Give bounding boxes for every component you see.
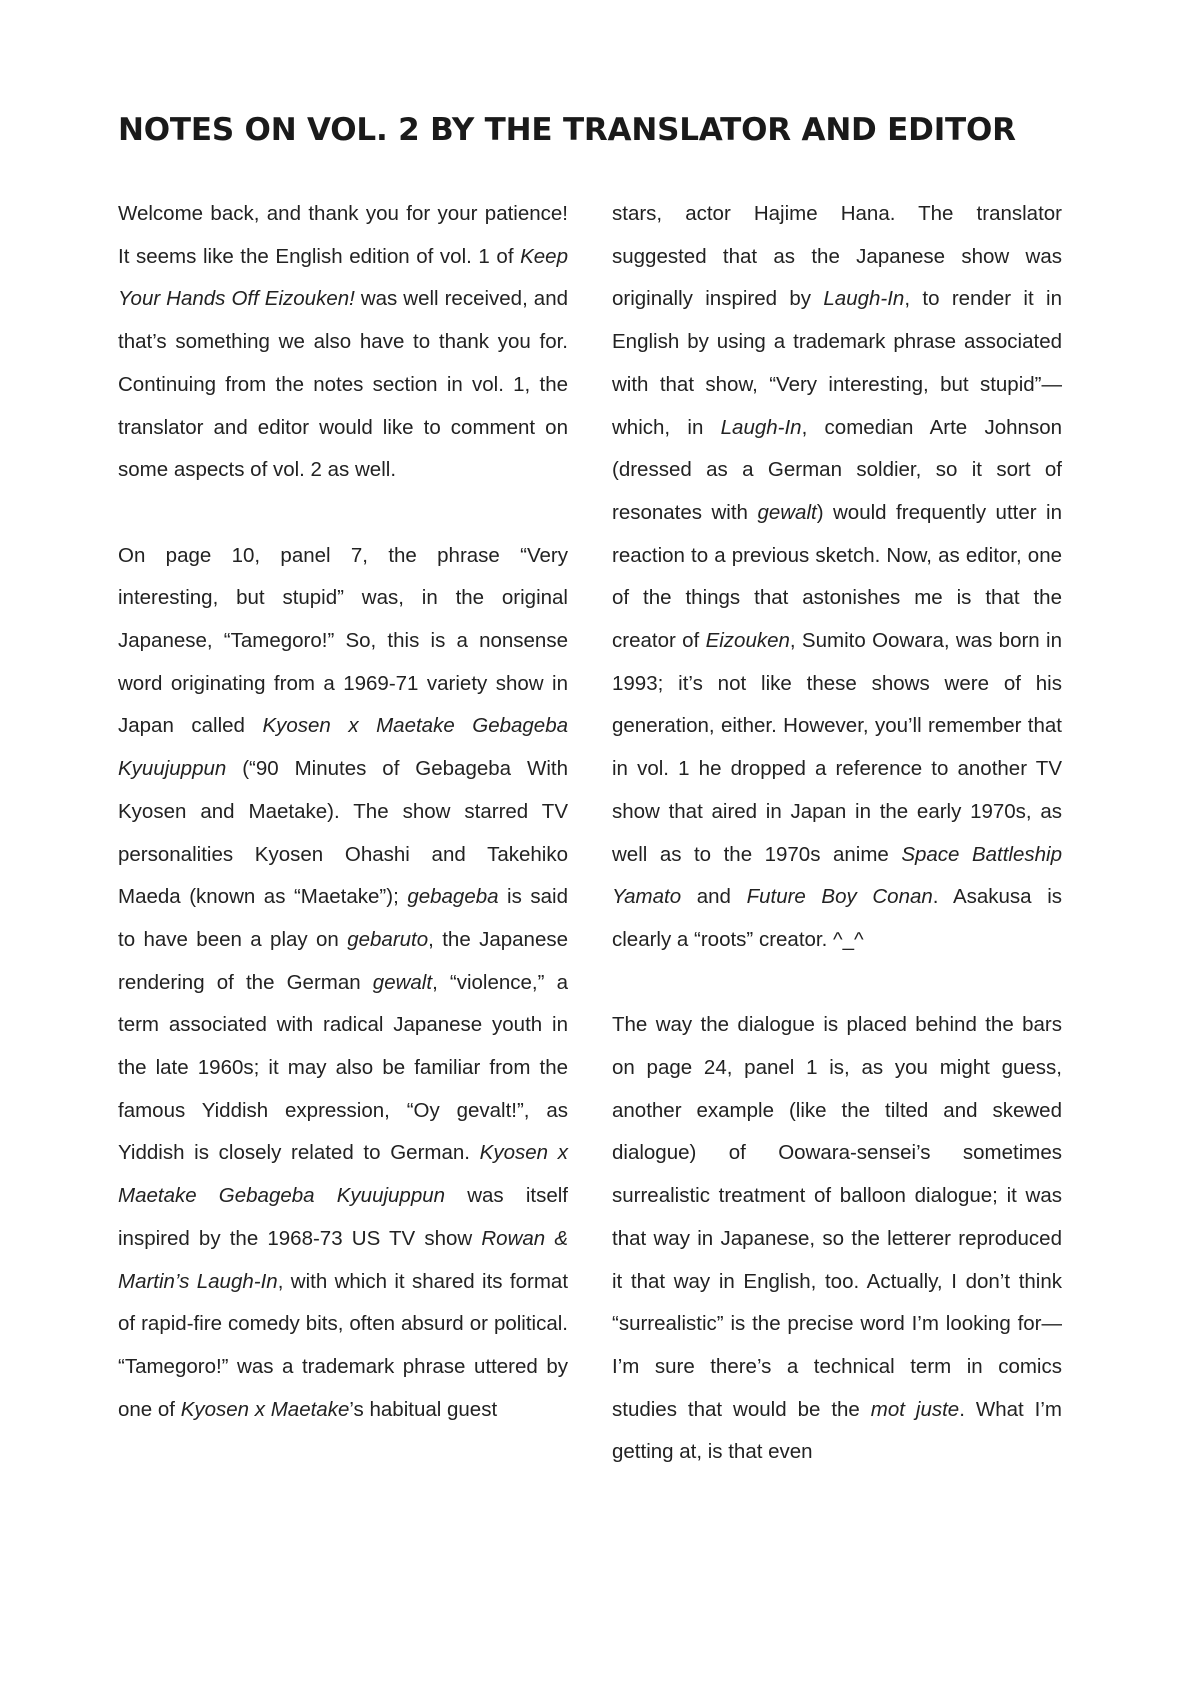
paragraph-welcome: Welcome back, and thank you for your patience! It seems like the English edition of vol. 1 of Keep Your Hands Off Eizouken! was well received, and that’s something we also have to thank you for. Continuing from the notes section in vol. 1, the translator and editor would like to comment on some aspects of vol. 2 as well. [118,202,568,482]
paragraph-laugh-in: stars, actor Hajime Hana. The translator suggested that as the Japanese show was originally inspired by Laugh-In, to render it in English by using a trademark phrase associated with that show, “Very interesting, but stupid”—which, in Laugh-In, comedian Arte Johnson (dressed as a German soldier, so it sort of resonates with gewalt) would frequently utter in reaction to a previous sketch. Now, as editor, one of the things that astonishes me is that the creator of Eizouken, Sumito Oowara, was born in 1993; it’s not like these shows were of his generation, either. However, you’ll remember that in vol. 1 he dropped a reference to another TV show that aired in Japan in the early 1970s, as well as to the 1970s anime Space Battleship Yamato and Future Boy Conan. Asakusa is clearly a “roots” creator. ^_^ [612,202,1062,951]
right-column [612,193,1062,1474]
paragraph-tamegoro: On page 10, panel 7, the phrase “Very interesting, but stupid” was, in the original Japanese, “Tamegoro!” So, this is a nonsense word originating from a 1969-71 variety show in Japan called Kyosen x Maetake Gebageba Kyuujuppun (“90 Minutes of Gebageba With Kyosen and Maetake). The show starred TV personalities Kyosen Ohashi and Takehiko Maeda (known as “Maetake”); gebageba is said to have been a play on gebaruto, the Japanese rendering of the German gewalt, “violence,” a term associated with radical Japanese youth in the late 1960s; it may also be familiar from the famous Yiddish expression, “Oy gevalt!”, as Yiddish is closely related to German. Kyosen x Maetake Gebageba Kyuujuppun was itself inspired by the 1968-73 US TV show Rowan & Martin’s Laugh-In, with which it shared its format of rapid-fire comedy bits, often absurd or political. “Tamegoro!” was a trademark phrase uttered by one of Kyosen x Maetake’s habitual guest [118,543,569,1421]
left-column [118,193,568,1431]
paragraph-dialogue-bars: The way the dialogue is placed behind the bars on page 24, panel 1 is, as you might guess, another example (like the tilted and skewed dialogue) of Oowara-sensei’s sometimes surrealistic treatment of balloon dialogue; it was that way in Japanese, so the letterer reproduced it that way in English, too. Actually, I don’t think “surrealistic” is the precise word I’m looking for—I’m sure there’s a technical term in comics studies that would be the mot juste. What I’m getting at, is that even [612,1013,1062,1464]
page-title: NOTES ON VOL. 2 BY THE TRANSLATOR AND EDITOR [118,112,1016,148]
